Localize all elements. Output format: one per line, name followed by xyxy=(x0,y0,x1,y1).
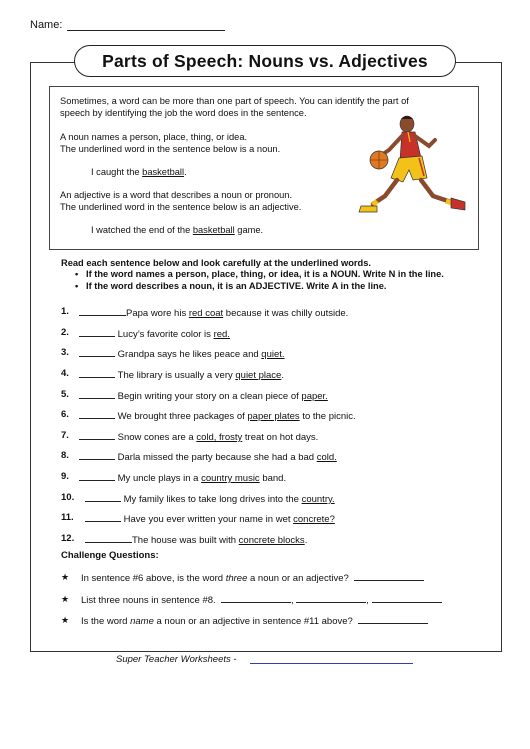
question-text xyxy=(79,368,284,381)
question-text-pre: The library is usually a very xyxy=(117,370,236,381)
answer-blank[interactable] xyxy=(358,614,428,624)
adjective-example: I watched the end of the basketball game. xyxy=(91,225,264,235)
question-text xyxy=(85,492,335,505)
question-text-post: . xyxy=(281,370,284,381)
question-text-pre: My family likes to take long drives into the xyxy=(123,494,302,505)
answer-blank[interactable] xyxy=(79,327,115,337)
question-number: 9. xyxy=(61,471,69,482)
question-number: 4. xyxy=(61,368,69,379)
question-text-post: band. xyxy=(259,473,287,484)
question-text xyxy=(79,430,318,443)
page-title: Parts of Speech: Nouns vs. Adjectives xyxy=(102,50,428,71)
title-banner xyxy=(74,45,456,77)
answer-blank[interactable] xyxy=(79,471,115,481)
instructions-heading: Read each sentence below and look carefully at the underlined words. xyxy=(61,258,371,268)
question-number: 2. xyxy=(61,327,69,338)
question-text-post: to the picnic. xyxy=(299,411,356,422)
answer-blank[interactable] xyxy=(79,306,126,316)
underlined-word: quiet. xyxy=(261,349,285,360)
question-text xyxy=(85,512,335,525)
star-icon: ★ xyxy=(61,594,70,604)
underlined-word: red. xyxy=(213,329,230,340)
adjective-definition: The underlined word in the sentence below is an adjective. xyxy=(60,202,302,212)
question-text-post: treat on hot days. xyxy=(242,432,319,443)
answer-blank[interactable] xyxy=(79,450,115,460)
star-icon: ★ xyxy=(61,572,70,582)
answer-blank[interactable] xyxy=(296,593,366,603)
question-text-pre: Lucy’s favorite color is xyxy=(117,329,214,340)
answer-blank[interactable] xyxy=(79,389,115,399)
question-number: 6. xyxy=(61,409,69,420)
answer-blank[interactable] xyxy=(79,430,115,440)
question-number: 5. xyxy=(61,389,69,400)
challenge-heading: Challenge Questions: xyxy=(61,550,159,561)
question-text xyxy=(79,450,337,463)
question-text xyxy=(79,306,348,319)
question-text-pre: We brought three packages of xyxy=(117,411,248,422)
underlined-word: red coat xyxy=(188,308,224,319)
basketball-player-illustration xyxy=(355,110,473,220)
underlined-word: concrete? xyxy=(293,514,335,525)
answer-blank[interactable] xyxy=(79,409,115,419)
intro-text: speech by identifying the job the word does in the sentence. xyxy=(60,108,307,118)
challenge-question-3: Is the word name a noun or an adjective in sentence #11 above? xyxy=(81,614,428,627)
instruction-bullet: • If the word names a person, place, thing, or idea, it is a NOUN. Write N in the line. xyxy=(75,269,444,279)
adjective-definition: An adjective is a word that describes a noun or pronoun. xyxy=(60,190,293,200)
answer-blank[interactable] xyxy=(85,533,132,543)
question-number: 12. xyxy=(61,533,75,544)
question-text-pre: Darla missed the party because she had a bad xyxy=(117,452,317,463)
intro-text: Sometimes, a word can be more than one part of speech. You can identify the part of xyxy=(60,96,409,106)
footer-credit: Super Teacher Worksheets - xyxy=(116,654,237,665)
answer-blank[interactable] xyxy=(354,571,424,581)
question-text xyxy=(79,409,356,422)
question-text xyxy=(85,533,307,546)
question-number: 8. xyxy=(61,450,69,461)
question-number: 1. xyxy=(61,306,69,317)
underlined-word: quiet place xyxy=(235,370,282,381)
question-text xyxy=(79,389,328,402)
noun-definition: The underlined word in the sentence below is a noun. xyxy=(60,144,281,154)
answer-blank[interactable] xyxy=(85,492,121,502)
underlined-word: cold. xyxy=(316,452,337,463)
question-text xyxy=(79,327,230,340)
answer-blank[interactable] xyxy=(79,368,115,378)
footer-link-line[interactable] xyxy=(250,663,413,664)
underlined-word: country music xyxy=(201,473,260,484)
instruction-bullet: • If the word describes a noun, it is an ADJECTIVE. Write A in the line. xyxy=(75,281,387,291)
question-text-pre: Papa wore his xyxy=(126,308,189,319)
challenge-question-1: In sentence #6 above, is the word three a noun or an adjective? xyxy=(81,571,424,584)
question-text-pre: Grandpa says he likes peace and xyxy=(117,349,262,360)
question-text-post: because it was chilly outside. xyxy=(223,308,349,319)
question-text-pre: My uncle plays in a xyxy=(117,473,202,484)
question-text xyxy=(79,347,285,360)
name-input-line[interactable] xyxy=(67,30,225,31)
noun-example: I caught the basketball. xyxy=(91,167,187,177)
answer-blank[interactable] xyxy=(85,512,121,522)
name-label: Name: xyxy=(30,19,63,31)
answer-blank[interactable] xyxy=(221,593,291,603)
question-text xyxy=(79,471,286,484)
underlined-word: concrete blocks xyxy=(238,535,305,546)
star-icon: ★ xyxy=(61,615,70,625)
question-text-pre: The house was built with xyxy=(132,535,239,546)
noun-definition: A noun names a person, place, thing, or idea. xyxy=(60,132,248,142)
question-number: 7. xyxy=(61,430,69,441)
question-text-pre: Begin writing your story on a clean piece of xyxy=(117,391,302,402)
question-number: 3. xyxy=(61,347,69,358)
question-number: 10. xyxy=(61,492,75,503)
underlined-word: cold, frosty xyxy=(196,432,243,443)
underlined-word: paper. xyxy=(301,391,328,402)
question-text-post: . xyxy=(304,535,308,546)
question-number: 11. xyxy=(61,512,74,523)
challenge-question-2: List three nouns in sentence #8. , , xyxy=(81,593,442,606)
underlined-word: paper plates xyxy=(247,411,300,422)
underlined-word: country. xyxy=(301,494,335,505)
answer-blank[interactable] xyxy=(372,593,442,603)
question-text-pre: Snow cones are a xyxy=(117,432,197,443)
question-text-pre: Have you ever written your name in wet xyxy=(123,514,294,525)
answer-blank[interactable] xyxy=(79,347,115,357)
